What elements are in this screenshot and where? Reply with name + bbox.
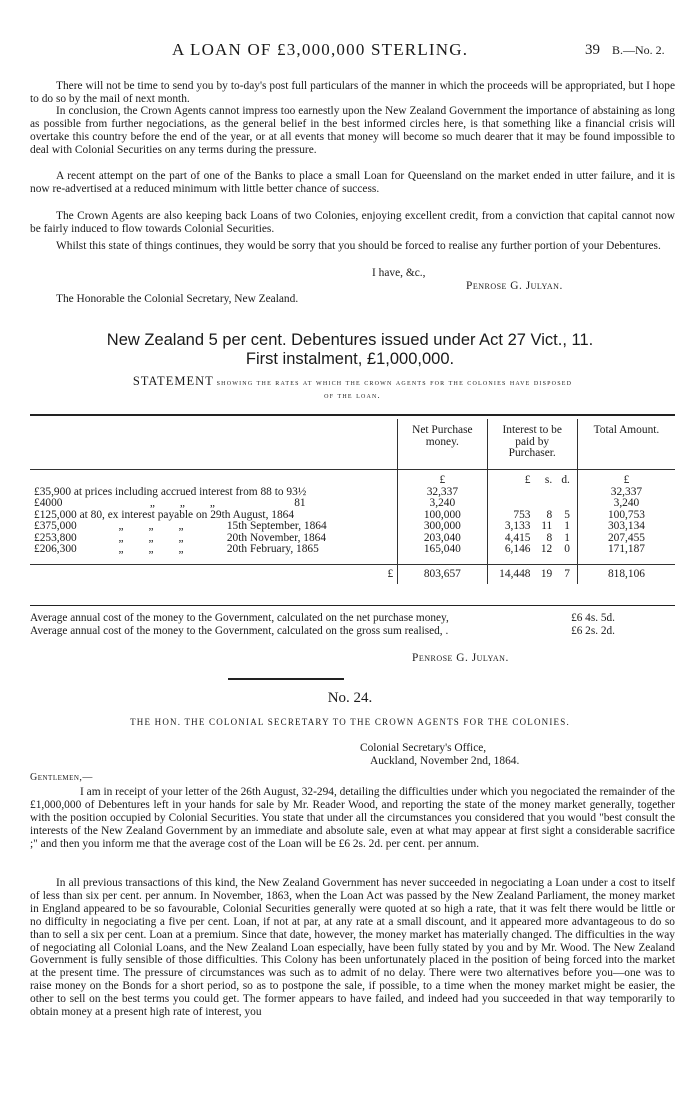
total-cell: 207,455	[577, 533, 675, 545]
net-purchase-cell: 3,240	[398, 498, 487, 510]
net-purchase-cell: 165,040	[398, 544, 487, 564]
total-cell: 171,187	[577, 544, 675, 564]
letter-paragraph: The Crown Agents are also keeping back Loans of two Colonies, enjoying excellent credit, from a conviction that capital cannot now be fairly induced to flow towards Colonial Securities.	[30, 210, 675, 235]
unit-cell: d.	[561, 474, 570, 486]
unit-cell: s.	[544, 474, 553, 486]
table-row: £253,800 „ „ „ 20th November, 1864 203,040 4,415 8 1 207,455	[30, 533, 675, 545]
letter-number: No. 24.	[327, 690, 373, 706]
total-cell: 303,134	[577, 521, 675, 533]
letter-paragraph: Whilst this state of things continues, they would be sorry that you should be forced to realise any further portion of your Debentures.	[56, 240, 661, 252]
row-description: £125,000 at 80, ex interest payable on 29th August, 1864	[34, 508, 295, 521]
average-cost-amount: £6 4s. 5d.	[571, 612, 615, 624]
statement-heading-line2: First instalment, £1,000,000.	[245, 350, 455, 368]
row-description: £206,300 „ „ „ 20th February, 1865	[34, 543, 319, 555]
unit-cell: £	[577, 470, 675, 487]
average-cost-line: Average annual cost of the money to the Government, calculated on the net purchase money, £6 4s. 5d.	[30, 612, 615, 624]
table-row	[30, 487, 675, 499]
loan-statement-table	[30, 419, 675, 584]
table-row: £125,000 at 80, ex interest payable on 29th August, 1864 100,000 753 8 5 100,753	[30, 510, 675, 522]
page-number: 39	[585, 42, 600, 58]
total-header: Total Amount.	[577, 419, 675, 470]
letter-paragraph: A recent attempt on the part of one of the Banks to place a small Loan for Queensland on the market ended in utter failure, and it is now re-advertised at a reduced minimum with little better chance of success.	[30, 170, 675, 195]
table-row: £375,000 „ „ „ 15th September, 1864 300,000 3,133 11 1 303,134	[30, 521, 675, 533]
totals-row: £ 803,657 14,448 19 7 818,106	[30, 564, 675, 584]
letter-address-line: THE HON. THE COLONIAL SECRETARY TO THE CROWN AGENTS FOR THE COLONIES.	[130, 717, 570, 727]
total-cell: 32,337	[577, 487, 675, 499]
running-header	[0, 40, 700, 66]
net-purchase-cell: 32,337	[398, 487, 487, 499]
letter-paragraph: There will not be time to send you by to-day's post full particulars of the manner in which the proceeds will be appropriated, but I hope to do so by the mail of next month.	[30, 80, 675, 105]
statement-description-line2: of the loan.	[324, 390, 381, 400]
row-description: £253,800 „ „ „ 20th November, 1864	[34, 531, 327, 544]
letter-paragraph: In all previous transactions of this kind, the New Zealand Government has never succeeded in negociating a Loan under a cost to itself of less than six per cent. per annum. In November, 1863, when the Loan Act was passed by the New Zealand Parliament, the money market in England appeared to be so favourable, Colonial Securities generally were quoted at so high a rate, that it was felt there would be little or no difficulty in negociating a five per cent. Loan, if not at par, at any rate at a small discount, and it appeared more advantageous to do so than to sell a six per cent. Loan at a premium. Since that date, however, the money market has materially changed. The difficulties in the way of negociating all Colonial Loans, and the New Zealand Loan especially, have been fully stated by you and by Mr. Wood. The New Zealand Government is fully sensible of those difficulties. This Colony has been unfortunately placed in the position of being forced into the market at the present time. The pressure of circumstances was such as to admit of no delay. There were two alternatives before you—one was to raise money on the Bonds for a short period, so as to postpone the sale, if possible, to a time when the money market might be easier, the other to sell on the best terms you could get. The former appears to have failed, and indeed had you succeeded in that way temporarily to obtain money at a present high rate of interest, you	[30, 877, 675, 1019]
row-description: £375,000 „ „ „ 15th September, 1864	[34, 520, 327, 532]
statement-label: STATEMENT	[132, 374, 214, 388]
net-purchase-header: Net Purchase money.	[398, 419, 487, 470]
total-cell: 100,753	[577, 510, 675, 522]
unit-cell: £	[398, 470, 487, 487]
statement-description	[30, 375, 675, 402]
row-description: £4000 „ „ „ 81	[34, 497, 306, 509]
interest-header: Interest to be paid by Purchaser.	[487, 419, 577, 470]
average-cost-amount: £6 2s. 2d.	[571, 625, 615, 637]
document-reference: B.—No. 2.	[612, 43, 665, 57]
net-purchase-cell: 100,000	[398, 510, 487, 522]
letter-paragraph: I am in receipt of your letter of the 26th August, 32-294, detailing the difficulties under which you negociated the remainder of the £1,000,000 of Debentures left in your hands for sale by Mr. Reader Wood, and reporting the state of the money market generally, together with the position occupied by Colonial Securities. You state that under all the circumstances you considered that you would "best consult the interests of the New Zealand Government by an immediate and absolute sale, even at what may appear at first sight a considerable sacrifice ;" and then you inform me that the average cost of the Loan will be £6 2s. 2d. per cent. per annum.	[30, 786, 675, 850]
place-date: Auckland, November 2nd, 1864.	[370, 754, 520, 767]
grand-total: 818,106	[577, 564, 675, 584]
unit-cell: £	[524, 474, 531, 486]
table-row: £206,300 „ „ „ 20th February, 1865 165,040 6,146 12 0 171,187	[30, 544, 675, 564]
office-name: Colonial Secretary's Office,	[360, 742, 487, 754]
net-purchase-cell: 300,000	[398, 521, 487, 533]
totals-pound-sign: £	[30, 564, 398, 584]
net-purchase-cell: 203,040	[398, 533, 487, 545]
units-row	[30, 470, 675, 487]
letter-addressee: The Honorable the Colonial Secretary, New Zealand.	[56, 293, 299, 305]
row-description: £35,900 at prices including accrued interest from 88 to 93½	[34, 485, 307, 498]
statement-signature: Penrose G. Julyan.	[412, 652, 509, 664]
description-header	[30, 419, 398, 470]
statement-description-line1: showing the rates at which the crown agents for the colonies have disposed	[216, 377, 573, 387]
letter-closing: I have, &c.,	[372, 267, 426, 279]
letter-signature: Penrose G. Julyan.	[466, 280, 563, 292]
letter-paragraph: In conclusion, the Crown Agents cannot impress too earnestly upon the New Zealand Government the importance of abstaining as long as possible from further negociations, as the general belief in the best informed circles here, is that something like a financial crisis will overtake this country before the end of the year, or at all events that money will become so much dearer that it may be found impossible to deal with Colonial Securities on any terms during the pressure.	[30, 105, 675, 156]
average-cost-line: Average annual cost of the money to the Government, calculated on the gross sum realised, . £6 2s. 2d.	[30, 625, 615, 637]
salutation: Gentlemen,—	[30, 772, 93, 783]
section-divider	[228, 678, 344, 680]
letter-origin	[360, 742, 519, 767]
page-title: A LOAN OF £3,000,000 STERLING.	[172, 40, 469, 59]
statement-heading-line1: New Zealand 5 per cent. Debentures issued under Act 27 Vict., 11.	[106, 331, 594, 349]
net-purchase-total: 803,657	[398, 564, 487, 584]
total-cell: 3,240	[577, 498, 675, 510]
table-bottom-rule	[30, 605, 675, 606]
table-row	[30, 498, 675, 510]
table-top-rule	[30, 414, 675, 416]
